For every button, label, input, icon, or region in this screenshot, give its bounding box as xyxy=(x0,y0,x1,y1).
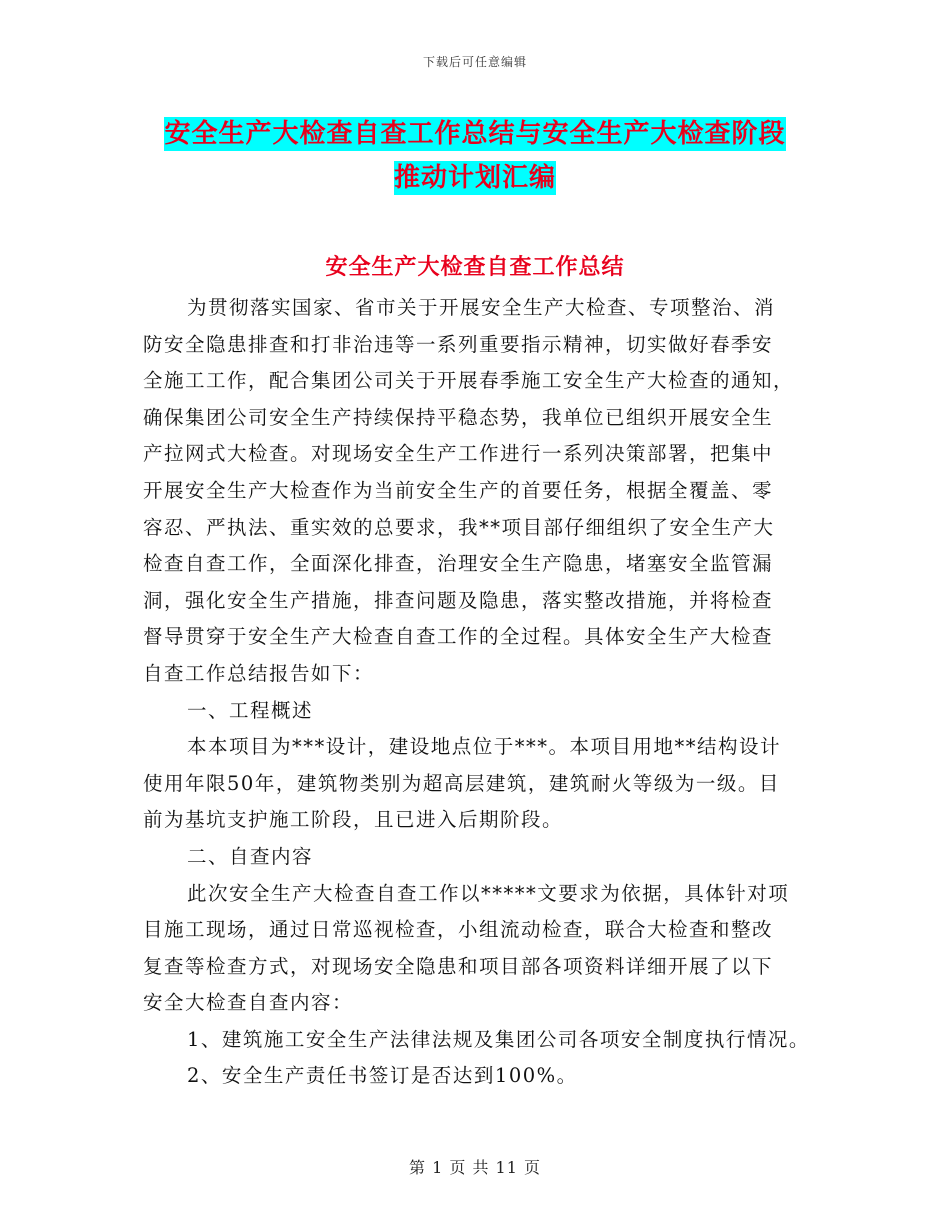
paragraph-line: 为贯彻落实国家、省市关于开展安全生产大检查、专项整治、消 xyxy=(187,296,776,319)
list-item: 2、安全生产责任书签订是否达到100%。 xyxy=(187,1064,578,1088)
heading-self-check-content: 二、自查内容 xyxy=(187,844,314,868)
paragraph-line: 防安全隐患排查和打非治违等一系列重要指示精神，切实做好春季安 xyxy=(143,332,774,356)
paragraph-line: 检查自查工作，全面深化排查，治理安全生产隐患，堵塞安全监管漏 xyxy=(143,552,774,576)
paragraph-line: 使用年限50年，建筑物类别为超高层建筑，建筑耐火等级为一级。目 xyxy=(143,771,780,795)
paragraph-line: 全施工工作，配合集团公司关于开展春季施工安全生产大检查的通知， xyxy=(143,369,795,393)
paragraph-line: 目施工现场，通过日常巡视检查，小组流动检查，联合大检查和整改 xyxy=(143,918,774,942)
paragraph-line: 安全大检查自查内容： xyxy=(143,991,354,1015)
paragraph-line: 确保集团公司安全生产持续保持平稳态势，我单位已组织开展安全生 xyxy=(143,405,774,429)
document-body xyxy=(143,290,823,1095)
document-title-line-1 xyxy=(0,113,950,150)
paragraph-line: 此次安全生产大检查自查工作以*****文要求为依据，具体针对项 xyxy=(187,881,790,905)
paragraph-line: 容忍、严执法、重实效的总要求，我**项目部仔细组织了安全生产大 xyxy=(143,515,775,539)
page-number: 第 1 页 共 11 页 xyxy=(409,1158,541,1177)
paragraph-line: 督导贯穿于安全生产大检查自查工作的全过程。具体安全生产大检查 xyxy=(143,625,774,649)
document-title-line-2 xyxy=(0,157,950,194)
page-header-note: 下载后可任意编辑 xyxy=(422,55,527,69)
document-title-line-2-text: 推动计划汇编 xyxy=(393,163,556,193)
list-item: 1、建筑施工安全生产法律法规及集团公司各项安全制度执行情况。 xyxy=(187,1027,810,1051)
paragraph-line: 洞，强化安全生产措施，排查问题及隐患，落实整改措施，并将检查 xyxy=(143,588,774,612)
heading-project-overview: 一、工程概述 xyxy=(187,698,314,722)
paragraph-line: 复查等检查方式，对现场安全隐患和项目部各项资料详细开展了以下 xyxy=(143,954,774,978)
paragraph-line: 产拉网式大检查。对现场安全生产工作进行一系列决策部署，把集中 xyxy=(143,442,774,466)
paragraph-line: 自查工作总结报告如下： xyxy=(143,661,375,685)
section-title: 安全生产大检查自查工作总结 xyxy=(325,255,625,280)
paragraph-line: 开展安全生产大检查作为当前安全生产的首要任务，根据全覆盖、零 xyxy=(143,478,774,502)
paragraph-line: 前为基坑支护施工阶段，且已进入后期阶段。 xyxy=(143,808,564,832)
paragraph-line: 本本项目为***设计，建设地点位于***。本项目用地**结构设计 xyxy=(187,735,782,759)
document-title-line-1-text: 安全生产大检查自查工作总结与安全生产大检查阶段 xyxy=(164,119,786,149)
